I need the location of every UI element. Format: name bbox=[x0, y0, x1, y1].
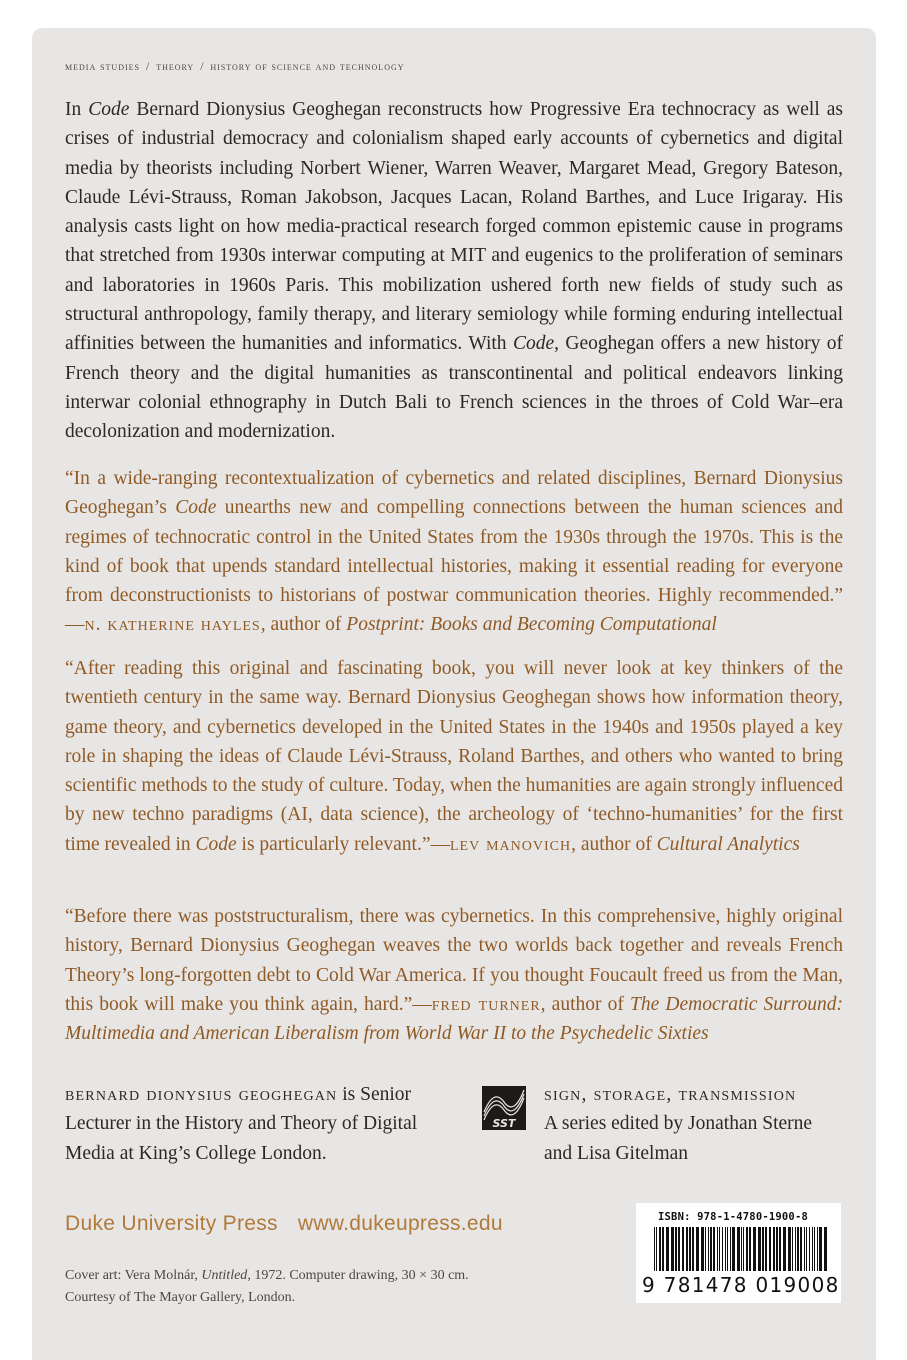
barcode-bar bbox=[701, 1227, 704, 1271]
barcode-bar bbox=[666, 1227, 669, 1271]
isbn-barcode bbox=[636, 1203, 841, 1303]
endorser-name: lev manovich bbox=[450, 833, 572, 855]
endorser-work: Cultural Analytics bbox=[656, 833, 800, 855]
book-title: Code bbox=[512, 333, 555, 355]
barcode-bar bbox=[797, 1227, 799, 1271]
endorser-work: The Democratic Surround: Multimedia and American Liberalism from World War II to the Psychedelic Sixties bbox=[65, 993, 844, 1045]
endorser-name: n. katherine hayles bbox=[84, 614, 261, 636]
barcode-bar bbox=[809, 1227, 810, 1271]
barcode-bar bbox=[730, 1227, 731, 1271]
barcode-bar bbox=[659, 1227, 661, 1271]
barcode-bar bbox=[732, 1227, 735, 1271]
barcode-bar bbox=[795, 1227, 796, 1271]
endorsement-manovich: “After reading this original and fascinating book, you will never look at key thinkers of the twentieth century in the same way. Bernard Dionysius Geoghegan shows how information theory, game theory, and cybernetics developed in the United States in the 1940s and 1950s played a key role in shaping the ideas of Claude Lévi-Strauss, Roland Barthes, and others who wanted to bring scientific methods to the study of culture. Today, when the humanities are again strongly influenced by new techno paradigms (AI, data science), the archeology of ‘techno-humanities’ for the first time revealed in Code is particularly relevant.”—lev manovich, author of Cultural Analytics bbox=[65, 658, 843, 855]
series-logo-label: SST bbox=[492, 1117, 516, 1130]
barcode-bar bbox=[682, 1227, 684, 1271]
barcode-bar bbox=[719, 1227, 720, 1271]
series-info bbox=[544, 1080, 844, 1168]
subject-categories bbox=[65, 61, 405, 73]
barcode-bar bbox=[792, 1227, 793, 1271]
barcode-bar bbox=[656, 1227, 657, 1271]
barcode-bar bbox=[817, 1227, 818, 1271]
barcode-bar bbox=[773, 1227, 775, 1271]
barcode-bar bbox=[686, 1227, 688, 1271]
barcode-bar bbox=[678, 1227, 680, 1271]
barcode-bar bbox=[743, 1227, 744, 1271]
book-description: In Code Bernard Dionysius Geoghegan reconstructs how Progressive Era technocracy as well as crises of industrial democracy and colonialism shaped early accounts of cybernetics and digital media by theorists including Norbert Wiener, Warren Weaver, Margaret Mead, Gregory Bateson, Claude Lévi-Strauss, Roman Jakobson, Jacques Lacan, Roland Barthes, and Luce Irigaray. His analysis casts light on how media-practical research forged common epistemic cause in programs that stretched from 1930s interwar computing at MIT and eugenics to the proliferation of seminars and laboratories in 1960s Paris. This mobilization ushered forth new fields of study such as structural anthropology, family therapy, and literary semiology while forming enduring intellectual affinities between the humanities and informatics. With Code, Geoghegan offers a new history of French theory and the digital humanities as transcontinental and political endeavors linking interwar colonial ethnography in Dutch Bali to French sciences in the throes of Cold War–era decolonization and modernization. bbox=[65, 99, 843, 443]
barcode-bar bbox=[812, 1227, 813, 1271]
subject-history-of-science: history of science and technology bbox=[210, 61, 405, 73]
barcode-bar bbox=[776, 1227, 778, 1271]
barcode-bar bbox=[779, 1227, 781, 1271]
barcode-bar bbox=[788, 1227, 791, 1271]
barcode-bar bbox=[654, 1227, 655, 1271]
author-bio: bernard dionysius geoghegan is Senior Lecturer in the History and Theory of Digital Media at King’s College London. bbox=[65, 1084, 418, 1164]
subject-theory: theory bbox=[156, 61, 195, 73]
endorsement-hayles: “In a wide-ranging recontextualization of cybernetics and related disciplines, Bernard Dionysius Geoghegan’s Code unearths new and compelling connections between the human sciences and regimes of technocratic control in the United States from the 1930s through the 1970s. This is the kind of book that upends standard intellectual histories, making it essential reading for everyone from deconstructionists to historians of postwar communication theories. Highly recommended.” —n. katherine hayles, author of Postprint: Books and Becoming Computational bbox=[65, 468, 843, 636]
barcode-bar bbox=[769, 1227, 771, 1271]
barcode-bar bbox=[765, 1227, 767, 1271]
barcode-bar bbox=[814, 1227, 815, 1271]
barcode-bar bbox=[737, 1227, 740, 1271]
barcode-bar bbox=[800, 1227, 802, 1271]
barcode-bar bbox=[675, 1227, 677, 1271]
publisher-name: Duke University Press bbox=[65, 1212, 278, 1235]
barcode-bar bbox=[749, 1227, 751, 1271]
series-editors: A series edited by Jonathan Sterne and Lisa Gitelman bbox=[544, 1113, 813, 1164]
barcode-bar bbox=[819, 1227, 822, 1271]
endorsement-turner: “Before there was poststructuralism, there was cybernetics. In this comprehensive, highly original history, Bernard Dionysius Geoghegan weaves the two worlds back together and reveals French Theory’s long-forgotten debt to Cold War America. If you thought Foucault freed us from the Man, this book will make you think again, hard.”—fred turner, author of The Democratic Surround: Multimedia and American Liberalism from World War II to the Psychedelic Sixties bbox=[65, 906, 844, 1045]
barcode-bar bbox=[806, 1227, 807, 1271]
series-logo-icon bbox=[482, 1086, 526, 1130]
barcode-digits: 9 781478 019008 bbox=[642, 1273, 840, 1297]
barcode-bar bbox=[671, 1227, 674, 1271]
barcode-bar bbox=[696, 1227, 699, 1271]
isbn-label: ISBN: 978-1-4780-1900-8 bbox=[658, 1211, 808, 1223]
barcode-bar bbox=[762, 1227, 764, 1271]
barcode-bar bbox=[705, 1227, 706, 1271]
endorser-work: Postprint: Books and Becoming Computational bbox=[346, 614, 717, 636]
barcode-bar bbox=[783, 1227, 786, 1271]
barcode-bar bbox=[753, 1227, 756, 1271]
subject-media-studies: media studies bbox=[65, 61, 140, 73]
cover-credit: Cover art: Vera Molnár, Untitled, 1972. Computer drawing, 30 × 30 cm. Courtesy of The Mayor Gallery, London. bbox=[65, 1268, 469, 1305]
barcode-bar bbox=[689, 1227, 691, 1271]
barcode-bar bbox=[722, 1227, 723, 1271]
barcode-bar bbox=[758, 1227, 761, 1271]
series-name: sign, storage, transmission bbox=[544, 1084, 797, 1105]
publisher-line bbox=[65, 1212, 503, 1236]
barcode-bars-icon bbox=[636, 1203, 841, 1273]
author-name: bernard dionysius geoghegan bbox=[65, 1084, 338, 1105]
barcode-bar bbox=[725, 1227, 726, 1271]
publisher-url[interactable]: www.dukeupress.edu bbox=[297, 1212, 503, 1235]
barcode-bar bbox=[708, 1227, 709, 1271]
barcode-bar bbox=[727, 1227, 728, 1271]
barcode-bar bbox=[692, 1227, 694, 1271]
barcode-bar bbox=[804, 1227, 805, 1271]
book-title: Code bbox=[88, 99, 130, 120]
subject-separator: / bbox=[145, 61, 151, 73]
subject-separator: / bbox=[200, 61, 205, 73]
barcode-bar bbox=[746, 1227, 748, 1271]
barcode-bar bbox=[741, 1227, 742, 1271]
barcode-bar bbox=[713, 1227, 715, 1271]
endorser-name: fred turner bbox=[431, 993, 541, 1015]
barcode-bar bbox=[824, 1227, 827, 1271]
barcode-bar bbox=[662, 1227, 664, 1271]
barcode-bar bbox=[717, 1227, 718, 1271]
barcode-bar bbox=[710, 1227, 712, 1271]
